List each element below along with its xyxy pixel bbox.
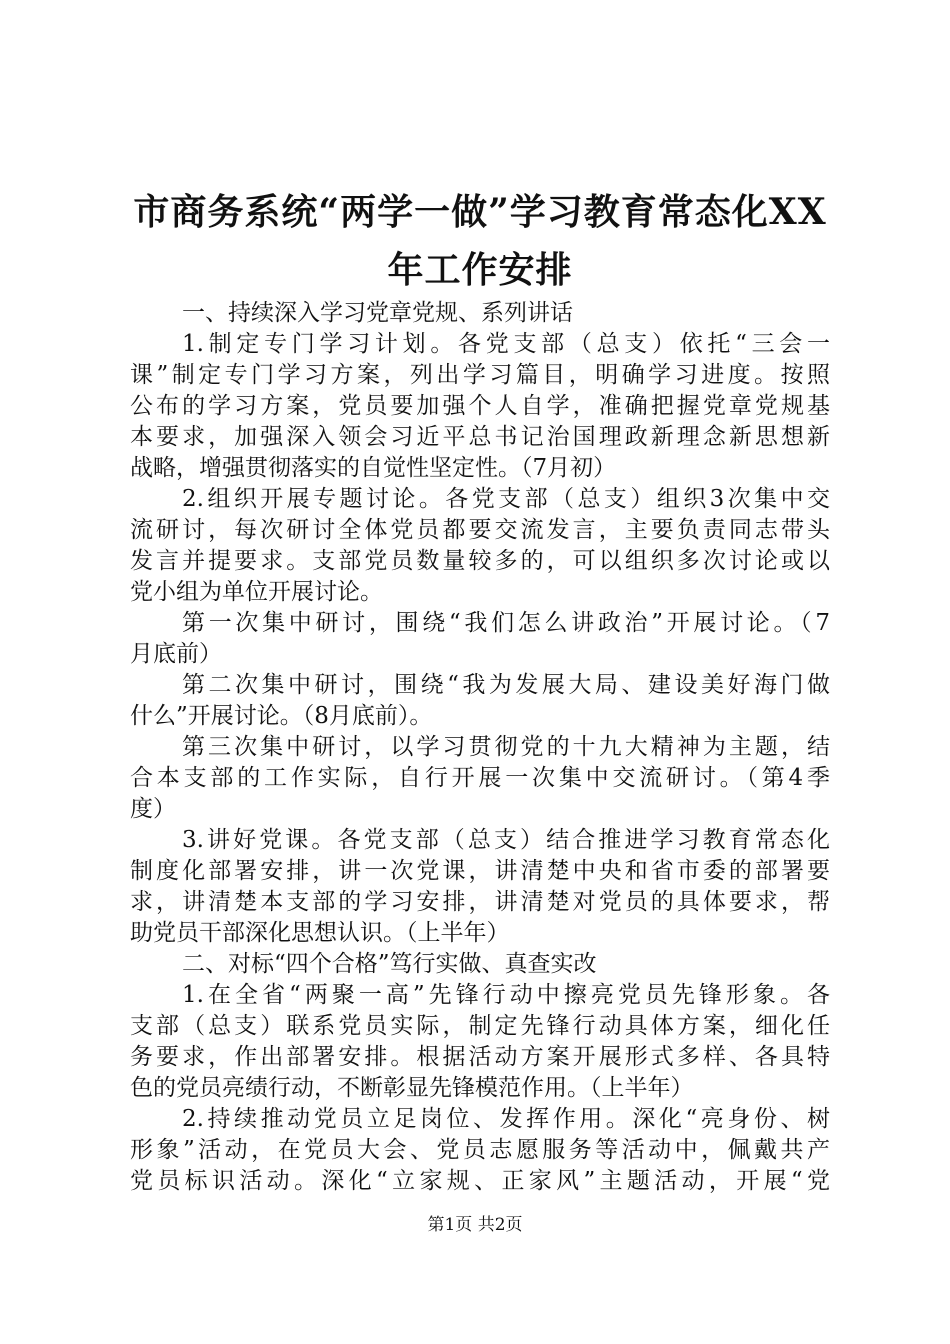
paragraph-line: 1.在全省“两聚一高”先锋行动中擦亮党员先锋形象。各: [182, 982, 830, 1008]
paragraph-line: 什么”开展讨论。（8月底前）。: [130, 703, 433, 729]
paragraph-line: 2.持续推动党员立足岗位、发挥作用。深化“亮身份、树: [182, 1106, 830, 1132]
paragraph-line: 课”制定专门学习方案，列出学习篇目，明确学习进度。按照: [130, 362, 830, 388]
paragraph-line: 务要求，作出部署安排。根据活动方案开展形式多样、各具特: [130, 1044, 830, 1070]
paragraph-line: 本要求，加强深入领会习近平总书记治国理政新理念新思想新: [130, 424, 830, 450]
paragraph-line: 战略，增强贯彻落实的自觉性坚定性。（7月初）: [130, 455, 617, 481]
paragraph-line: 第三次集中研讨，以学习贯彻党的十九大精神为主题，结: [182, 734, 830, 760]
paragraph-line: 形象”活动，在党员大会、党员志愿服务等活动中，佩戴共产: [130, 1137, 830, 1163]
paragraph-line: 2.组织开展专题讨论。各党支部（总支）组织3次集中交: [182, 486, 830, 512]
paragraph-line: 色的党员亮绩行动，不断彰显先锋模范作用。（上半年）: [130, 1075, 694, 1101]
document-title-line-1: 市商务系统“两学一做”学习教育常态化XX: [133, 191, 827, 233]
section-heading: 一、持续深入学习党章党规、系列讲话: [182, 300, 573, 326]
paragraph-line: 1.制定专门学习计划。各党支部（总支）依托“三会一: [182, 331, 830, 357]
paragraph-line: 公布的学习方案，党员要加强个人自学，准确把握党章党规基: [130, 393, 830, 419]
paragraph-line: 助党员干部深化思想认识。（上半年）: [130, 920, 510, 946]
paragraph-line: 合本支部的工作实际，自行开展一次集中交流研讨。（第4季: [130, 765, 830, 791]
paragraph-line: 第一次集中研讨，围绕“我们怎么讲政治”开展讨论。（7: [182, 610, 830, 636]
document-body: [130, 298, 830, 1197]
paragraph-line: 党员标识活动。深化“立家规、正家风”主题活动，开展“党: [130, 1168, 830, 1194]
paragraph-line: 求，讲清楚本支部的学习安排，讲清楚对党员的具体要求，帮: [130, 889, 830, 915]
paragraph-line: 第二次集中研讨，围绕“我为发展大局、建设美好海门做: [182, 672, 830, 698]
document-title-line-2: 年工作安排: [387, 249, 573, 291]
paragraph-line: 3.讲好党课。各党支部（总支）结合推进学习教育常态化: [182, 827, 830, 853]
paragraph-line: 党小组为单位开展讨论。: [130, 579, 383, 605]
paragraph-line: 发言并提要求。支部党员数量较多的，可以组织多次讨论或以: [130, 548, 830, 574]
paragraph-line: 支部（总支）联系党员实际，制定先锋行动具体方案，细化任: [130, 1013, 830, 1039]
paragraph-line: 月底前）: [130, 641, 222, 667]
section-heading: 二、对标“四个合格”笃行实做、真查实改: [182, 951, 597, 977]
paragraph-line: 制度化部署安排，讲一次党课，讲清楚中央和省市委的部署要: [130, 858, 830, 884]
page-footer: 第1页 共2页: [427, 1215, 523, 1235]
paragraph-line: 流研讨，每次研讨全体党员都要交流发言，主要负责同志带头: [130, 517, 830, 543]
paragraph-line: 度）: [130, 796, 176, 822]
